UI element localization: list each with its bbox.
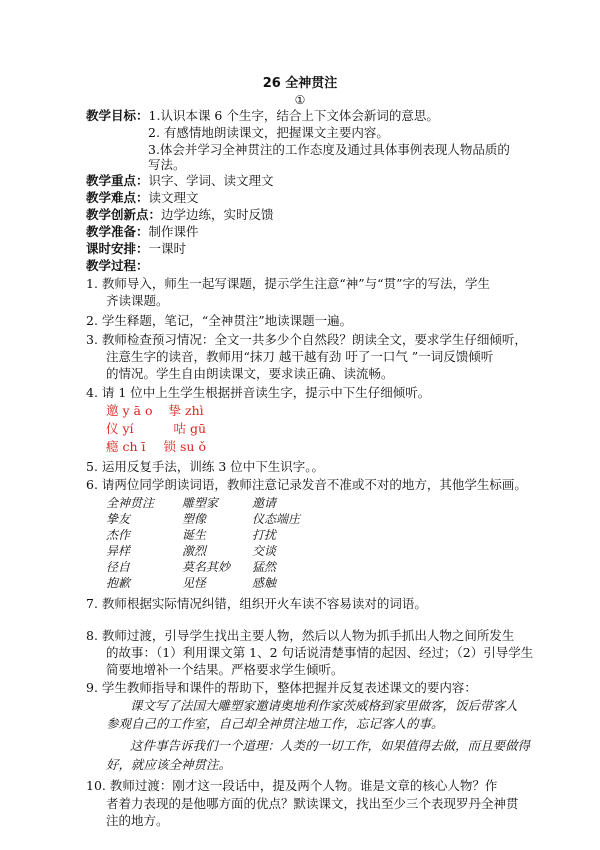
- schedule-label: 课时安排：: [86, 241, 149, 256]
- difficulties-label: 教学难点：: [86, 190, 149, 205]
- words-col-2: [182, 495, 230, 591]
- innovation-value: 边学边练，实时反馈: [161, 207, 274, 222]
- step-3-line-1: 3. 教师检查预习情况：全文一共多少个自然段？朗读全文，要求学生仔细倾听，: [86, 332, 527, 347]
- step-6-line-1: 6. 请两位同学朗读词语，教师注意记录发音不准或不对的地方，其他学生标画。: [86, 477, 527, 492]
- pinyin-row-1: [106, 403, 204, 419]
- word-item: 交谈: [252, 544, 277, 558]
- step-3-line-3: 的情况。学生自由朗读课文，要求读正确、读流畅。: [106, 366, 394, 381]
- word-item: 异样: [106, 544, 131, 558]
- key-points-row: [86, 173, 274, 189]
- word-item: 塑像: [182, 512, 207, 526]
- lesson-title: 26 全神贯注: [262, 76, 338, 91]
- word-item: 杰作: [106, 528, 131, 542]
- word-item: 挚友: [106, 512, 131, 526]
- step-9-para-2-line-2: 好，就应该全神贯注。: [106, 757, 232, 772]
- objective-2: 2. 有感情地朗读课文，把握课文主要内容。: [148, 125, 389, 140]
- word-item: 感触: [252, 576, 277, 590]
- objectives-label: 教学目标：: [86, 108, 149, 123]
- words-col-1: [106, 495, 154, 591]
- word-item: 打扰: [252, 528, 277, 542]
- objective-1: 1.认识本课 6 个生字，结合上下文体会新词的意思。: [148, 108, 439, 123]
- pinyin-row-2: [106, 421, 206, 437]
- objectives-row: [86, 108, 439, 124]
- schedule-row: [86, 241, 186, 257]
- key-points-label: 教学重点：: [86, 173, 149, 188]
- innovation-row: [86, 207, 274, 223]
- process-label: 教学过程：: [86, 258, 149, 273]
- word-item: 激烈: [182, 544, 207, 558]
- word-item: 雕塑家: [182, 496, 219, 510]
- preparation-value: 制作课件: [148, 224, 199, 239]
- pinyin-char: 仪: [106, 421, 119, 436]
- pinyin-char: 邀: [106, 403, 119, 418]
- difficulties-row: [86, 190, 199, 206]
- word-item: 诞生: [182, 528, 207, 542]
- step-5-line-1: 5. 运用反复手法，训练 3 位中下生识字。。: [86, 459, 325, 474]
- preparation-row: [86, 224, 199, 240]
- word-item: 见怪: [182, 576, 207, 590]
- step-10-line-3: 注的地方。: [106, 813, 169, 828]
- step-10-line-2: 者着力表现的是他哪方面的优点？默读课文，找出至少三个表现罗丹全神贯: [106, 796, 519, 811]
- step-9-para-2-line-1: 这件事告诉我们一个道理：人类的一切工作，如果值得去做，而且要做得: [130, 738, 531, 753]
- word-item: 仪态端庄: [252, 512, 301, 526]
- step-9-line-1: 9. 学生教师指导和课件的帮助下，整体把握并反复表述课文的要内容：: [86, 680, 477, 695]
- pinyin-reading: y ā o: [122, 403, 153, 418]
- words-col-3: [252, 495, 300, 591]
- step-9-para-1-line-2: 参观自己的工作室，自己却全神贯注地工作，忘记客人的事。: [106, 716, 444, 731]
- innovation-label: 教学创新点：: [86, 207, 162, 222]
- schedule-value: 一课时: [148, 241, 187, 256]
- pinyin-reading: yí: [122, 421, 134, 436]
- pinyin-char: 瘾: [106, 439, 119, 454]
- difficulties-value: 读文理文: [148, 190, 199, 205]
- step-8-line-2: 的故事：（1）利用课文第 1、2 句话说清楚事情的起因、经过；（2）引导学生: [106, 645, 534, 660]
- pinyin-reading: ch ī: [122, 439, 146, 454]
- pinyin-reading: su ǒ: [180, 439, 206, 454]
- pinyin-char: 挚: [168, 403, 181, 418]
- pinyin-char: 锁: [163, 439, 177, 454]
- step-8-line-3: 简要地增补一个结果。严格要求学生倾听。: [106, 662, 344, 677]
- word-item: 莫名其妙: [182, 560, 231, 574]
- preparation-label: 教学准备：: [86, 224, 149, 239]
- pinyin-reading: zhì: [184, 403, 204, 418]
- pinyin-char: 咕: [173, 421, 187, 436]
- pinyin-reading: gū: [190, 421, 207, 436]
- step-10-line-1: 10. 教师过渡：刚才这一段话中，提及两个人物。谁是文章的核心人物？作: [86, 778, 498, 793]
- step-7-line-1: 7. 教师根据实际情况纠错，组织开火车读不容易读对的词语。: [86, 596, 427, 611]
- word-item: 邀请: [252, 496, 277, 510]
- word-item: 径自: [106, 560, 131, 574]
- objective-3-cont: 写法。: [148, 157, 186, 172]
- step-3-line-2: 注意生字的读音，教师用“抹刀 越干越有劲 吁了一口气 ”一词反馈倾听: [106, 349, 494, 364]
- objective-3: 3.体会并学习全神贯注的工作态度及通过具体事例表现人物品质的: [148, 142, 510, 157]
- key-points-value: 识字、学词、读文理文: [148, 173, 274, 188]
- lesson-subtitle: ①: [294, 93, 306, 107]
- word-item: 猛然: [252, 560, 277, 574]
- word-item: 抱歉: [106, 576, 131, 590]
- step-1-line-2: 齐读课题。: [106, 293, 169, 308]
- step-4-line-1: 4. 请 1 位中上生学生根据拼音读生字，提示中下生仔细倾听。: [86, 385, 431, 400]
- step-8-line-1: 8. 教师过渡，引导学生找出主要人物，然后以人物为抓手抓出人物之间所发生: [86, 628, 515, 643]
- pinyin-row-3: [106, 439, 206, 455]
- step-1-line-1: 1. 教师导入，师生一起写课题，提示学生注意“神”与“贯”字的写法，学生: [86, 276, 490, 291]
- step-9-para-1-line-1: 课文写了法国大雕塑家邀请奥地利作家茨威格到家里做客，饭后带客人: [130, 698, 518, 713]
- word-item: 全神贯注: [106, 496, 155, 510]
- step-2-line-1: 2. 学生释题，笔记，“全神贯注”地读课题一遍。: [86, 313, 353, 328]
